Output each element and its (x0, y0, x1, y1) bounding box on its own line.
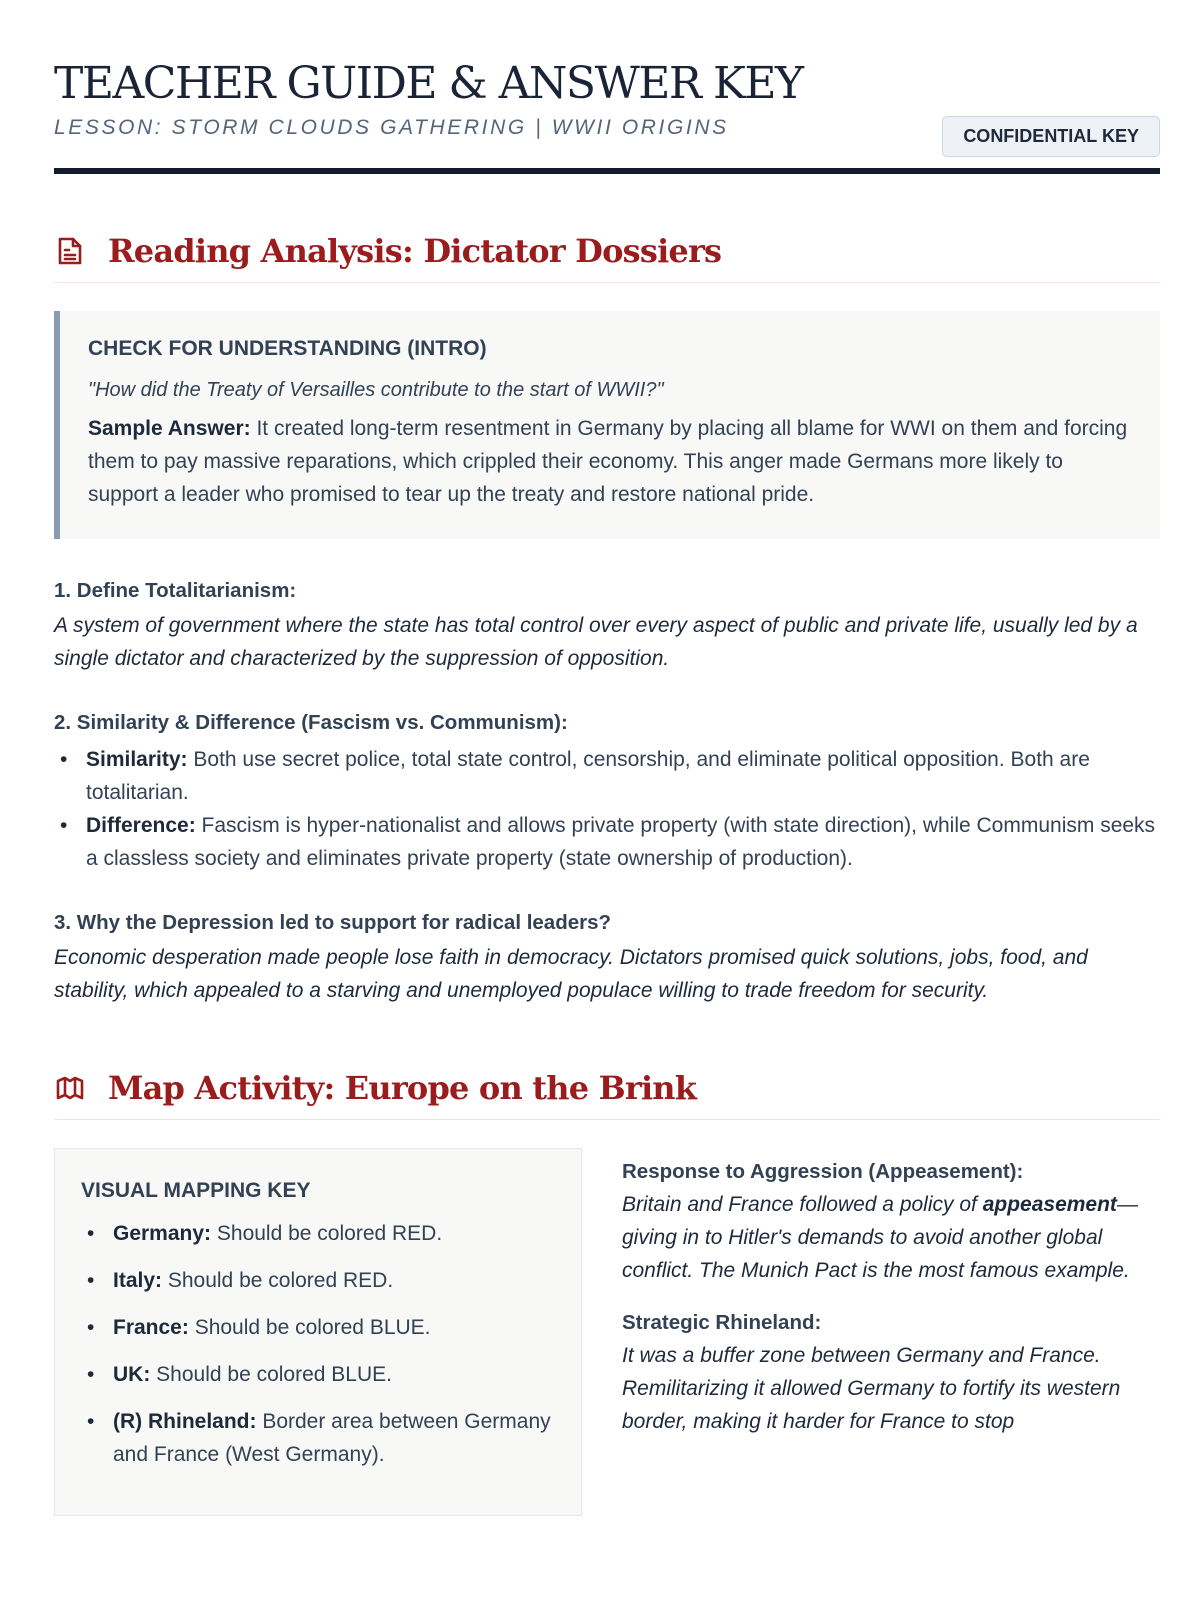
check-for-understanding-callout (54, 311, 1160, 539)
list-item (81, 1311, 555, 1344)
question-label: Strategic Rhineland: (622, 1311, 822, 1334)
map-icon (54, 1072, 86, 1104)
confidential-badge: CONFIDENTIAL KEY (942, 116, 1160, 157)
question-label: Response to Aggression (Appeasement): (622, 1160, 1024, 1183)
list-item (81, 1405, 555, 1471)
item-label: (R) Rhineland: (113, 1410, 257, 1433)
item-text: Should be colored BLUE. (150, 1363, 392, 1386)
answer-text (622, 1188, 1160, 1287)
sample-answer-label: Sample Answer: (88, 417, 251, 440)
answer-text: It was a buffer zone between Germany and France. Remilitarizing it allowed Germany to fortify its western border, making it harder for France to stop (622, 1344, 1121, 1433)
item-text: Should be colored RED. (162, 1269, 394, 1292)
lesson-subtitle: LESSON: STORM CLOUDS GATHERING | WWII ORIGINS (54, 116, 729, 139)
answer-text: Economic desperation made people lose faith in democracy. Dictators promised quick solutions, jobs, food, and stability, which appealed to a starving and unemployed populace willing to trade freedom for security. (54, 946, 1088, 1002)
map-key-title: VISUAL MAPPING KEY (81, 1179, 311, 1202)
appeasement-answer (622, 1160, 1160, 1287)
bullet-text: Fascism is hyper-nationalist and allows private property (with state direction), while Communism seeks a classless society and eliminates private property (state ownership of production). (86, 814, 1156, 870)
bullet-text: Both use secret police, total state control, censorship, and eliminate political opposition. Both are totalitarian. (86, 748, 1090, 804)
item-text: Should be colored BLUE. (188, 1316, 431, 1339)
reading-analysis-section (54, 232, 1160, 1007)
sample-answer (88, 412, 1130, 511)
map-answers (622, 1148, 1160, 1516)
list-item-difference (54, 809, 1160, 875)
map-activity-grid (54, 1148, 1160, 1516)
item-label: France: (113, 1316, 189, 1339)
item-text: Border area between Germany and France (West Germany). (113, 1410, 551, 1466)
question-label: 3. Why the Depression led to support for radical leaders? (54, 911, 612, 934)
list-item-similarity (54, 743, 1160, 809)
map-activity-section (54, 1069, 1160, 1516)
section-heading (54, 232, 1160, 283)
answer-keyword: appeasement (982, 1193, 1117, 1216)
question-2 (54, 711, 1160, 875)
question-3 (54, 911, 1160, 1007)
visual-mapping-key (54, 1148, 582, 1516)
document-icon (54, 235, 86, 267)
section-title: Map Activity: Europe on the Brink (108, 1069, 697, 1107)
section-heading (54, 1069, 1160, 1120)
bullet-label: Similarity: (86, 748, 188, 771)
question-label: 2. Similarity & Difference (Fascism vs. Communism): (54, 711, 568, 734)
map-key-list (81, 1217, 555, 1471)
rhineland-answer (622, 1311, 1160, 1438)
item-label: Italy: (113, 1269, 163, 1292)
comparison-list (54, 743, 1160, 875)
answer-text: A system of government where the state has total control over every aspect of public and private life, usually led by a single dictator and characterized by the suppression of opposition. (54, 614, 1138, 670)
sample-answer-text: It created long-term resentment in Germany by placing all blame for WWI on them and forcing them to pay massive reparations, which crippled their economy. This anger made Germans more likely to support a leader who promised to tear up the treaty and restore national pride. (88, 417, 1128, 506)
item-label: Germany: (113, 1222, 212, 1245)
answer-pre: Britain and France followed a policy of (622, 1193, 983, 1216)
item-label: UK: (113, 1363, 151, 1386)
list-item (81, 1358, 555, 1391)
question-label: 1. Define Totalitarianism: (54, 579, 297, 602)
item-text: Should be colored RED. (211, 1222, 443, 1245)
callout-title: CHECK FOR UNDERSTANDING (INTRO) (88, 337, 487, 360)
question-1 (54, 579, 1160, 675)
list-item (81, 1217, 555, 1250)
section-title: Reading Analysis: Dictator Dossiers (108, 232, 722, 270)
page-header (54, 56, 1160, 174)
page-title: TEACHER GUIDE & ANSWER KEY (54, 58, 803, 109)
answer-post: —giving in to Hitler's demands to avoid another global conflict. The Munich Pact is the most famous example. (622, 1193, 1138, 1282)
bullet-label: Difference: (86, 814, 196, 837)
callout-question: "How did the Treaty of Versailles contribute to the start of WWII?" (88, 379, 664, 401)
list-item (81, 1264, 555, 1297)
